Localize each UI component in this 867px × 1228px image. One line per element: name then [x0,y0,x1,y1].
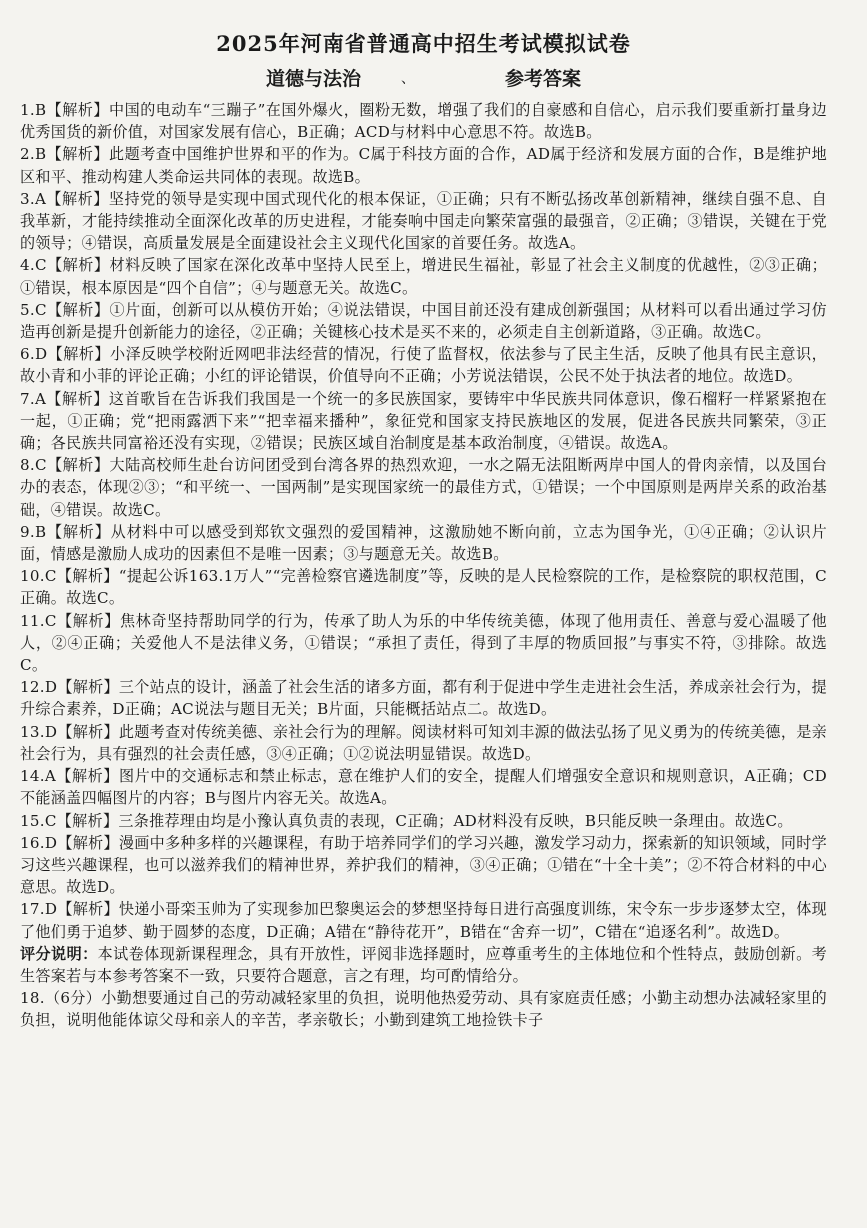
analysis-tag: 【解析】 [56,767,119,786]
answer-entry [20,254,827,298]
answer-list [20,99,827,943]
page-subtitle [20,64,827,91]
analysis-tag: 【解析】 [46,101,109,119]
answer-number: 3.A [20,189,47,208]
stray-mark: 、 [401,70,415,87]
analysis-tag: 【解析】 [57,900,119,919]
answer-entry [20,388,827,455]
answer-number: 10.C [20,567,57,586]
answer-text: 快递小哥栾玉帅为了实现参加巴黎奥运会的梦想坚持每日进行高强度训练，宋令东一步步逐梦太空，体现了他们勇于追梦、勤于圆梦的态度，D正确；A错在“静待花开”，B错在“舍弃一切”，C错在“追逐名利”。故选D。 [20,900,828,941]
analysis-tag: 【解析】 [47,345,110,364]
page-title: 2025年河南省普通高中招生考试模拟试卷 [216,31,631,56]
question-18-text: 小勤想要通过自己的劳动减轻家里的负担，说明他热爱劳动、具有家庭责任感；小勤主动想办法减轻家里的负担，说明他能体谅父母和亲人的辛苦，孝亲敬长；小勤到建筑工地捡铁卡子 [20,989,827,1030]
answer-text: 此题考查对传统美德、亲社会行为的理解。阅读材料可知刘丰源的做法弘扬了见义勇为的传统美德，是亲社会行为，具有强烈的社会责任感，③④正确；①②说法明显错误。故选D。 [20,722,828,763]
analysis-tag: 【解析】 [57,722,119,741]
question-18-points: （6分） [44,989,102,1008]
answer-entry [20,99,827,143]
analysis-tag: 【解析】 [46,389,109,408]
answer-entry [20,832,827,899]
question-18-number: 18. [20,989,45,1008]
answer-text: 三个站点的设计，涵盖了社会生活的诸多方面，都有利于促进中学生走进社会生活，养成亲社会行为，提升综合素养，D正确；AC说法与题目无关；B片面，只能概括站点二。故选D。 [20,678,828,719]
answer-text: ①片面，创新可以从模仿开始；④说法错误，中国目前还没有建成创新强国；从材料可以看出通过学习仿造再创新是提升创新能力的途径，②正确；关键核心技术是买不来的，必须走自主创新道路，③正确。故选C。 [20,300,827,342]
answer-entry [20,610,827,677]
scoring-note-text: 本试卷体现新课程理念，具有开放性，评阅非选择题时，应尊重考生的主体地位和个性特点，鼓励创新。考生答案若与本参考答案不一致，只要符合题意，言之有理，均可酌情给分。 [20,944,827,985]
answer-entry [20,454,827,521]
answer-text: 大陆高校师生赴台访问团受到台湾各界的热烈欢迎，一水之隔无法阻断两岸中国人的骨肉亲情，以及国台办的表态，体现②③；“和平统一、一国两制”是实现国家统一的最佳方式，①错误；一个中国原则是两岸关系的政治基础，④错误。故选C。 [20,456,827,519]
answer-entry [20,521,827,565]
answer-number: 17.D [20,900,58,919]
answer-text: “提起公诉163.1万人”“完善检察官遴选制度”等，反映的是人民检察院的工作，是检察院的职权范围，C正确。故选C。 [20,567,827,608]
answer-number: 11.C [20,611,57,630]
analysis-tag: 【解析】 [46,522,111,541]
answer-text: 小泽反映学校附近网吧非法经营的情况，行使了监督权，依法参与了民主生活，反映了他具有民主意识，故小青和小菲的评论正确；小红的评论错误，价值导向不正确；小芳说法错误，公民不处于执法者的地位。故选D。 [20,345,828,386]
analysis-tag: 【解析】 [57,833,119,852]
analysis-tag: 【解析】 [46,456,110,475]
analysis-tag: 【解析】 [46,145,110,164]
answer-text: 焦林奇坚持帮助同学的行为，传承了助人为乐的中华传统美德，体现了他用责任、善意与爱心温暖了他人，②④正确；关爱他人不是法律义务，①错误；“承担了责任，得到了丰厚的物质回报”与事实不符，③排除。故选C。 [20,611,827,675]
answer-entry [20,898,827,942]
answer-entry [20,765,827,809]
answer-number: 4.C [20,256,47,275]
answer-label: 参考答案 [505,68,582,90]
answer-number: 8.C [20,456,47,475]
answer-number: 12.D [20,678,58,697]
answer-entry [20,565,827,609]
answer-number: 15.C [20,811,57,830]
answer-number: 6.D [20,345,48,364]
answer-entry [20,343,827,387]
answer-entry [20,143,827,187]
analysis-tag: 【解析】 [46,189,109,208]
answer-text: 此题考查中国维护世界和平的作为。C属于科技方面的合作，AD属于经济和发展方面的合作，B是维护地区和平、推动构建人类命运共同体的表现。故选B。 [20,145,828,186]
answer-number: 16.D [20,833,58,852]
answer-text: 坚持党的领导是实现中国式现代化的根本保证，①正确；只有不断弘扬改革创新精神，继续自强不息、自我革新，才能持续推动全面深化改革的历史进程，才能奏响中国走向繁荣富强的最强音，②正确；③错误，关键在于党的领导；④错误，高质量发展是全面建设社会主义现代化国家的首要任务。故选A。 [20,189,827,253]
answer-text: 三条推荐理由均是小豫认真负责的表现，C正确；AD材料没有反映，B只能反映一条理由。故选C。 [118,811,793,830]
answer-number: 14.A [20,767,57,786]
answer-text: 中国的电动车“三蹦子”在国外爆火，圈粉无数，增强了我们的自豪感和自信心，启示我们要重新打量身边优秀国货的新价值，对国家发展有信心，B正确；ACD与材料中心意思不符。故选B。 [20,101,827,142]
subject-name: 道德与法治 [265,68,361,90]
answer-text: 图片中的交通标志和禁止标志，意在维护人们的安全，提醒人们增强安全意识和规则意识，A正确；CD不能涵盖四幅图片的内容；B与图片内容无关。故选A。 [20,767,828,808]
answer-number: 13.D [20,722,58,741]
answer-entry [20,188,827,255]
answer-entry [20,299,827,343]
answer-text: 这首歌旨在告诉我们我国是一个统一的多民族国家，要铸牢中华民族共同体意识，像石榴籽一样紧紧抱在一起，①正确；党“把雨露洒下来”“把幸福来播种”，象征党和国家支持民族地区的发展，促进各民族共同繁荣，③正确；各民族共同富裕还没有实现，②错误；民族区域自治制度是基本政治制度，④错误。故选A。 [20,389,827,453]
answer-entry [20,676,827,720]
scoring-note [20,943,827,987]
answer-text: 材料反映了国家在深化改革中坚持人民至上，增进民生福祉，彰显了社会主义制度的优越性，②③正确；①错误，根本原因是“四个自信”；④与题意无关。故选C。 [20,256,827,297]
answer-entry [20,721,827,765]
answer-number: 2.B [20,145,47,164]
answer-text: 从材料中可以感受到郑钦文强烈的爱国精神，这激励她不断向前，立志为国争光，①④正确；②认识片面，情感是激励人成功的因素但不是唯一因素；③与题意无关。故选B。 [20,522,827,564]
scoring-note-label: 评分说明： [20,944,98,963]
answer-number: 9.B [20,522,47,541]
answer-number: 1.B [20,101,47,119]
analysis-tag: 【解析】 [46,300,110,319]
answer-entry [20,810,827,832]
analysis-tag: 【解析】 [56,811,119,830]
question-18-answer [20,987,827,1031]
analysis-tag: 【解析】 [56,567,119,586]
analysis-tag: 【解析】 [56,611,120,630]
answer-number: 7.A [20,389,47,408]
answer-text: 漫画中多种多样的兴趣课程，有助于培养同学们的学习兴趣，激发学习动力，探索新的知识领域，同时学习这些兴趣课程，也可以滋养我们的精神世界，养护我们的精神，③④正确；①错在“十全十美”；②不符合材料的中心意思。故选D。 [20,833,828,897]
analysis-tag: 【解析】 [46,256,110,275]
analysis-tag: 【解析】 [57,678,119,697]
answer-number: 5.C [20,300,47,319]
